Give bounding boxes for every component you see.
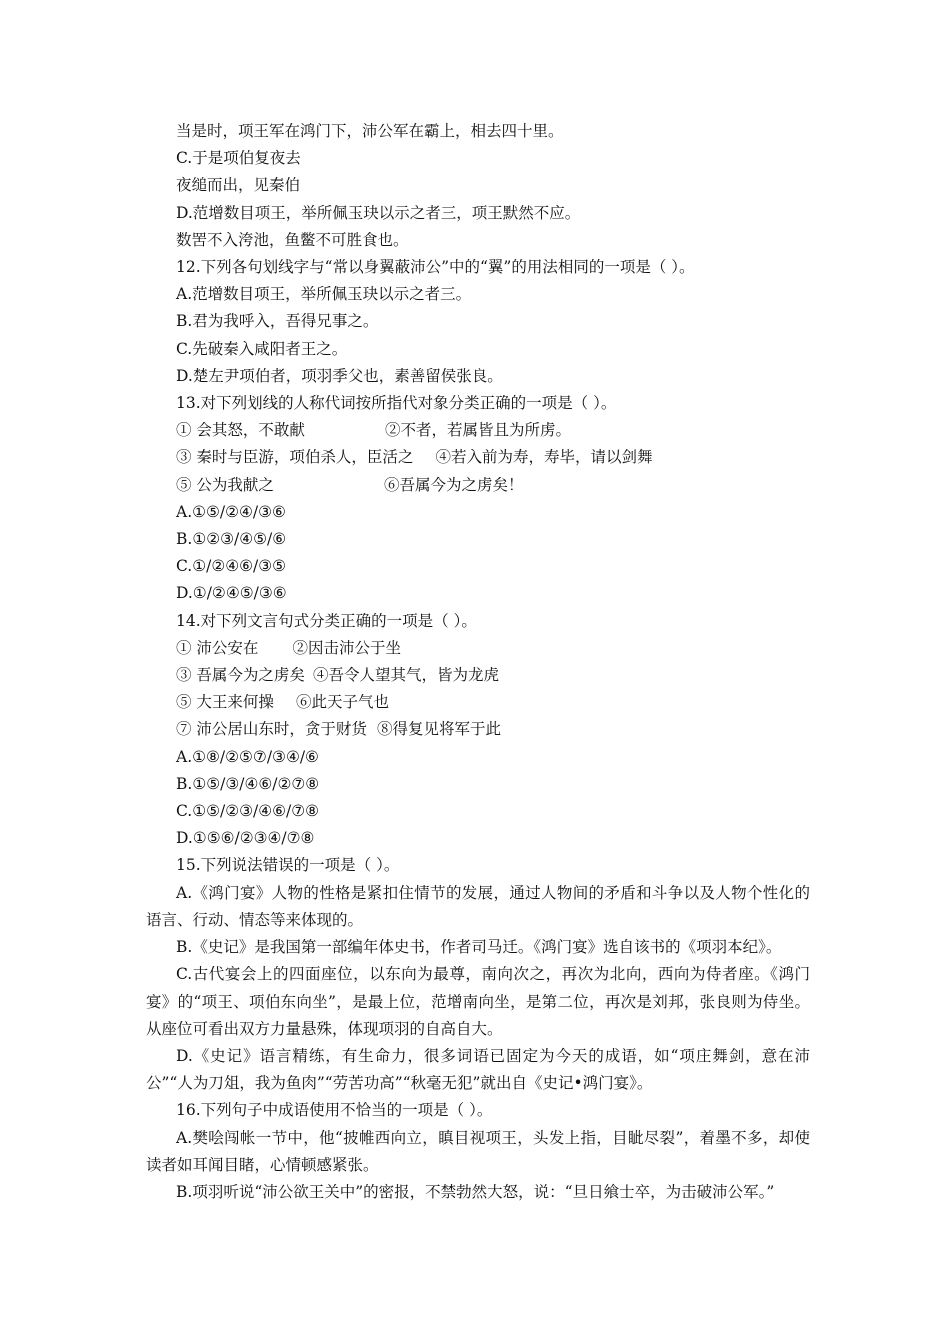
- text-line: 数罟不入洿池，鱼鳖不可胜食也。: [176, 230, 409, 249]
- text-line: C.于是项伯复夜去: [176, 149, 301, 168]
- text-line: C.①/②④⑥/③⑤: [176, 557, 287, 576]
- text-line-pair: [146, 444, 810, 471]
- text-line: C.①⑤/②③/④⑥/⑦⑧: [176, 802, 320, 821]
- text-line: 14.对下列文言句式分类正确的一项是（ ）。: [176, 611, 477, 630]
- text-line: A.①⑤/②④/③⑥: [176, 502, 286, 521]
- item-left: ① 沛公安在: [176, 638, 259, 657]
- text-line: B.①⑤/③/④⑥/②⑦⑧: [176, 774, 320, 793]
- text-line: 夜缒而出，见秦伯: [176, 176, 301, 195]
- text-line: C.先破秦入咸阳者王之。: [176, 339, 348, 358]
- item-left: ③ 吾属今为之虏矣: [176, 666, 305, 685]
- text-paragraph: D.《史记》语言精练，有生命力，很多词语已固定为今天的成语，如“项庄舞剑，意在沛公”“人为刀俎，我为鱼肉”“劳苦功高”“秋毫无犯”就出自《史记•鸿门宴》。: [146, 1046, 810, 1093]
- text-line-pair: [146, 635, 810, 662]
- text-line: D.①/②④⑤/③⑥: [176, 584, 287, 603]
- item-right: ⑥此天子气也: [295, 693, 389, 712]
- text-paragraph: B.《史记》是我国第一部编年体史书，作者司马迁。《鸿门宴》选自该书的《项羽本纪》。: [176, 938, 782, 957]
- text-line: A.范增数目项王，举所佩玉玦以示之者三。: [176, 285, 472, 304]
- text-paragraph: A.《鸿门宴》人物的性格是紧扣住情节的发展，通过人物间的矛盾和斗争以及人物个性化的语言、行动、情态等来体现的。: [146, 883, 810, 929]
- text-line-pair: [146, 689, 810, 716]
- text-line-pair: [146, 662, 810, 689]
- text-paragraph: B.项羽听说“沛公欲王关中”的密报，不禁勃然大怒，说：“旦日飨士卒，为击破沛公军。”: [176, 1182, 775, 1201]
- text-line: 15.下列说法错误的一项是（ ）。: [176, 856, 400, 875]
- document-body: [146, 118, 810, 1206]
- item-right: ④若入前为寿，寿毕，请以剑舞: [435, 448, 653, 467]
- text-line: B.君为我呼入，吾得兄事之。: [176, 312, 379, 331]
- text-line-pair: [146, 472, 810, 499]
- item-left: ⑤ 大王来何操: [176, 693, 274, 712]
- text-line: D.楚左尹项伯者，项羽季父也，素善留侯张良。: [176, 366, 503, 385]
- text-paragraph: A.樊哙闯帐一节中，他“披帷西向立，瞋目视项王，头发上指，目眦尽裂”，着墨不多，却使读者如耳闻目睹，心情顿感紧张。: [146, 1128, 810, 1174]
- item-left: ⑦ 沛公居山东时，贪于财货: [176, 720, 367, 739]
- text-line: 16.下列句子中成语使用不恰当的一项是（ ）。: [176, 1101, 493, 1120]
- text-line-pair: [146, 716, 810, 743]
- item-left: ① 会其怒，不敢献: [176, 421, 305, 440]
- item-right: ②不者，若属皆且为所虏。: [384, 421, 571, 440]
- text-line: 12.下列各句划线字与“常以身翼蔽沛公”中的“翼”的用法相同的一项是（ ）。: [176, 258, 695, 277]
- text-paragraph: C.古代宴会上的四面座位，以东向为最尊，南向次之，再次为北向，西向为侍者座。《鸿门宴》的“项王、项伯东向坐”，是最上位，范增南向坐，是第二位，再次是刘邦，张良则为侍坐。从座位可看出双方力量悬殊，体现项羽的自高自大。: [146, 965, 810, 1038]
- text-line: 13.对下列划线的人称代词按所指代对象分类正确的一项是（ ）。: [176, 394, 617, 413]
- text-line-pair: [146, 417, 810, 444]
- text-line: A.①⑧/②⑤⑦/③④/⑥: [176, 747, 319, 766]
- item-right: ⑧得复见将军于此: [376, 720, 501, 739]
- item-left: ③ 秦时与臣游，项伯杀人，臣活之: [176, 448, 414, 467]
- item-right: ④吾令人望其气，皆为龙虎: [312, 666, 499, 685]
- item-right: ⑥吾属今为之虏矣！: [383, 475, 524, 494]
- item-right: ②因击沛公于坐: [292, 638, 401, 657]
- item-left: ⑤ 公为我献之: [176, 475, 274, 494]
- text-line: D.①⑤⑥/②③④/⑦⑧: [176, 829, 315, 848]
- text-line: B.①②③/④⑤/⑥: [176, 530, 287, 549]
- text-line: 当是时，项王军在鸿门下，沛公军在霸上，相去四十里。: [176, 122, 564, 140]
- text-line: D.范增数目项王，举所佩玉玦以示之者三，项王默然不应。: [176, 203, 581, 222]
